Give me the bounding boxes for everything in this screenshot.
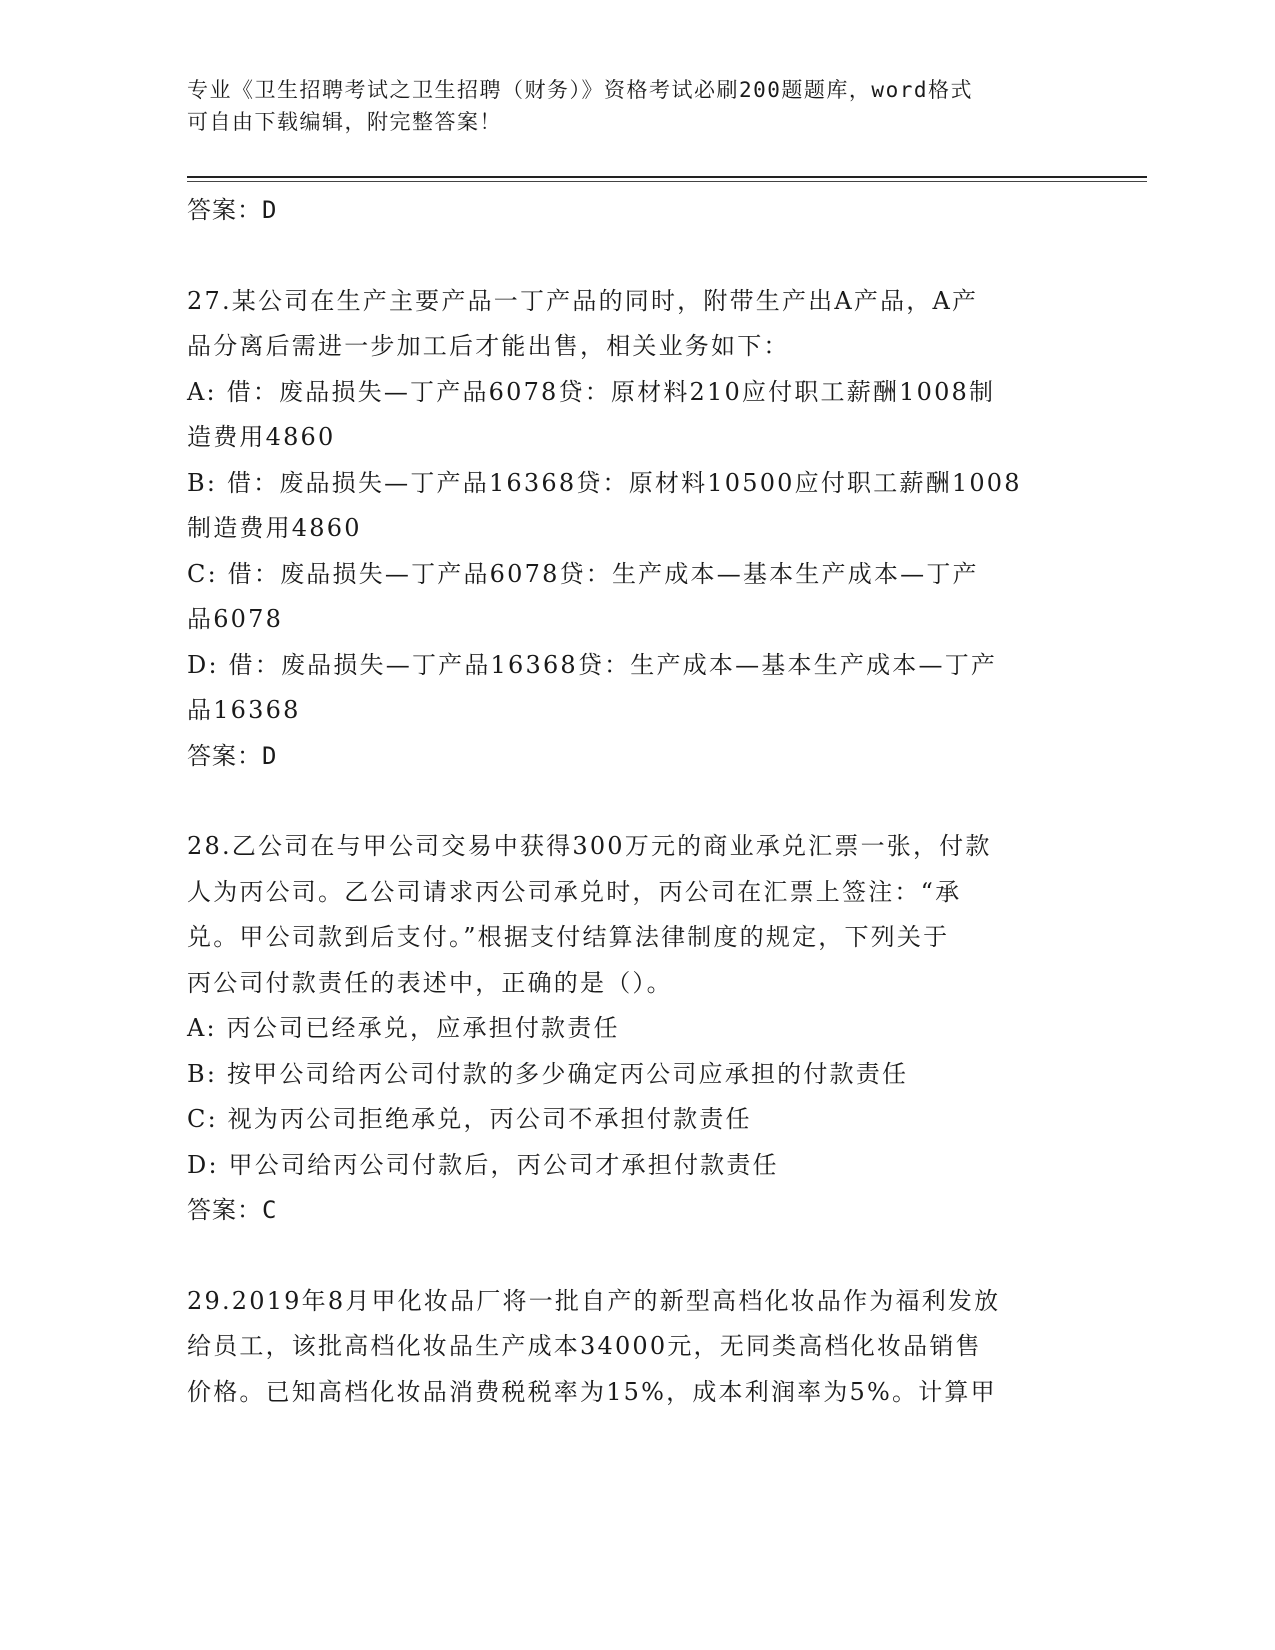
- q29-stem-line-2: 给员工，该批高档化妆品生产成本34000元，无同类高档化妆品销售: [187, 1332, 982, 1360]
- q29-stem-line-3: 价格。已知高档化妆品消费税税率为15%，成本利润率为5%。计算甲: [187, 1377, 997, 1406]
- q27-option-d-line-2: 品16368: [187, 696, 301, 724]
- q27-stem-line-2: 品分离后需进一步加工后才能出售，相关业务如下：: [187, 332, 790, 360]
- q27-option-c-line-1: C: 借：废品损失—丁产品6078贷：生产成本—基本生产成本—丁产: [187, 559, 979, 588]
- question-28: [187, 824, 1067, 1234]
- header-divider-thick: [187, 176, 1147, 178]
- page-header: [187, 74, 1067, 138]
- question-27: [187, 279, 1067, 780]
- q28-option-a: A: 丙公司已经承兑，应承担付款责任: [187, 1014, 620, 1042]
- q28-stem-line-2: 人为丙公司。乙公司请求丙公司承兑时，丙公司在汇票上签注：“承: [187, 877, 962, 906]
- q28-stem-line-3: 兑。甲公司款到后支付。”根据支付结算法律制度的规定，下列关于: [187, 923, 950, 951]
- header-line-2: 可自由下载编辑，附完整答案！: [187, 110, 502, 134]
- q27-answer: 答案：D: [187, 741, 278, 770]
- document-body: [187, 188, 1067, 1415]
- q28-stem-line-4: 丙公司付款责任的表述中，正确的是（）。: [187, 968, 673, 997]
- q27-option-b-line-2: 制造费用4860: [187, 514, 362, 542]
- q27-option-a-line-1: A: 借：废品损失—丁产品6078贷：原材料210应付职工薪酬1008制: [187, 377, 996, 406]
- q28-option-c: C: 视为丙公司拒绝承兑，丙公司不承担付款责任: [187, 1105, 752, 1133]
- q27-option-c-line-2: 品6078: [187, 605, 284, 633]
- q28-option-b: B: 按甲公司给丙公司付款的多少确定丙公司应承担的付款责任: [187, 1059, 909, 1088]
- q28-answer: 答案：C: [187, 1196, 278, 1224]
- q27-option-b-line-1: B: 借：废品损失—丁产品16368贷：原材料10500应付职工薪酬1008: [187, 468, 1022, 497]
- q28-stem-line-1: 28.乙公司在与甲公司交易中获得300万元的商业承兑汇票一张，付款: [187, 832, 992, 860]
- header-divider-thin: [187, 181, 1147, 182]
- spacer: [187, 234, 1067, 279]
- q27-option-a-line-2: 造费用4860: [187, 423, 336, 451]
- q27-option-d-line-1: D: 借：废品损失—丁产品16368贷：生产成本—基本生产成本—丁产: [187, 650, 998, 679]
- question-29: [187, 1279, 1067, 1416]
- spacer: [187, 779, 1067, 824]
- q27-stem-line-1: 27.某公司在生产主要产品一丁产品的同时，附带生产出A产品，A产: [187, 286, 979, 315]
- q29-stem-line-1: 29.2019年8月甲化妆品厂将一批自产的新型高档化妆品作为福利发放: [187, 1286, 1001, 1315]
- header-line-1: 专业《卫生招聘考试之卫生招聘（财务）》资格考试必刷200题题库，word格式: [187, 78, 973, 102]
- q28-option-d: D: 甲公司给丙公司付款后，丙公司才承担付款责任: [187, 1150, 779, 1179]
- prev-answer: 答案：D: [187, 196, 278, 224]
- spacer: [187, 1234, 1067, 1279]
